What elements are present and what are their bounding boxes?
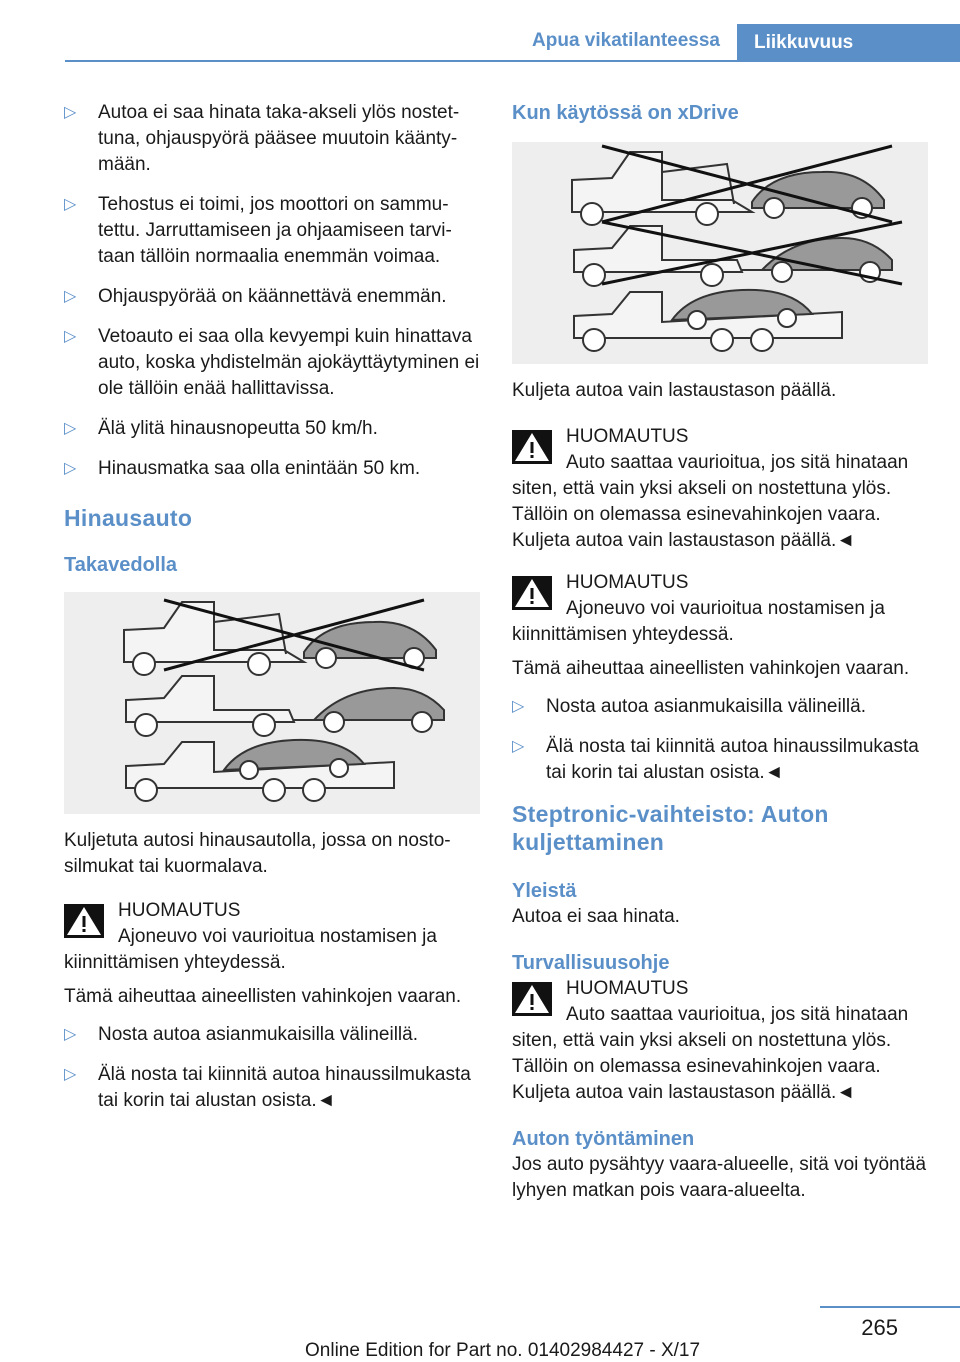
triangle-bullet-icon: ▷ xyxy=(64,420,77,437)
subheading-general: Yleistä xyxy=(512,880,577,902)
general-text: Autoa ei saa hinata. xyxy=(512,906,680,927)
warning-icon xyxy=(512,982,552,1016)
subheading-pushing: Auton työntäminen xyxy=(512,1128,695,1150)
warning-title: HUOMAUTUS xyxy=(566,572,689,593)
warning-text: Auto saattaa vaurioitua, jos sitä hinataan siten, että vain yksi akseli on nostettuna ylös. Tällöin on olemassa esinevahinkojen vaara. Kuljeta autoa vain lastaustason päällä.◄ xyxy=(512,452,909,551)
push-text: Jos auto pysähtyy vaara-alueelle, sitä voi työntää lyhyen matkan pois vaara-alueelta. xyxy=(512,1154,927,1201)
right-column xyxy=(512,100,930,1204)
subheading-xdrive: Kun käytössä on xDrive xyxy=(512,102,739,124)
xdrive-caption: Kuljeta autoa vain lastaustason päällä. xyxy=(512,380,837,401)
triangle-bullet-icon: ▷ xyxy=(64,288,77,305)
warning-box xyxy=(512,976,930,1106)
triangle-bullet-icon: ▷ xyxy=(512,738,525,755)
list-item: ▷ Nosta autoa asianmukaisilla välineillä. xyxy=(512,694,930,720)
warning-box xyxy=(64,898,482,1010)
list-item: ▷ Vetoauto ei saa olla kevyempi kuin hinattava auto, koska yhdistelmän ajokäyttäytyminen ei ole tällöin enää hallittavissa. xyxy=(64,326,480,399)
subheading-rear-wheel-drive: Takavedolla xyxy=(64,554,178,576)
subheading-safety: Turvallisuusohje xyxy=(512,952,670,974)
warning-bullets xyxy=(512,694,930,786)
warning-text: Ajoneuvo voi vaurioitua nostamisen ja kiinnittämisen yhteydessä. xyxy=(512,598,885,645)
section-heading-steptronic: Steptronic-vaihteisto: Auton kuljettaminen xyxy=(512,801,829,855)
list-item: ▷ Nosta autoa asianmukaisilla välineillä. xyxy=(64,1022,482,1048)
xdrive-tow-drawing xyxy=(512,142,928,364)
list-item: ▷ Älä nosta tai kiinnitä autoa hinaussilmukasta tai korin tai alustan osista.◄ xyxy=(512,736,919,783)
xdrive-tow-illustration xyxy=(512,142,928,364)
list-item: ▷ Ohjauspyörää on käännettävä enemmän. xyxy=(64,284,482,310)
warning-title: HUOMAUTUS xyxy=(566,426,689,447)
triangle-bullet-icon: ▷ xyxy=(64,460,77,477)
left-column xyxy=(64,100,482,1128)
header-rule xyxy=(65,60,960,62)
warning-text: Auto saattaa vaurioitua, jos sitä hinataan siten, että vain yksi akseli on nostettuna ylös. Tällöin on olemassa esinevahinkojen vaara. Kuljeta autoa vain lastaustason päällä.◄ xyxy=(512,1004,909,1103)
footer-rule xyxy=(820,1306,960,1308)
triangle-bullet-icon: ▷ xyxy=(64,328,77,345)
triangle-bullet-icon: ▷ xyxy=(64,1026,77,1043)
warning-title: HUOMAUTUS xyxy=(566,978,689,999)
warning-extra: Tämä aiheuttaa aineellisten vahinkojen vaaran. xyxy=(64,986,462,1007)
tow-truck-illustration xyxy=(64,592,480,814)
list-item: ▷ Tehostus ei toimi, jos moottori on sammutettu. Jarruttamiseen ja ohjaamiseen tarvitaan tällöin normaalia enemmän voimaa. xyxy=(64,194,452,267)
warning-icon xyxy=(64,904,104,938)
footer-edition: Online Edition for Part no. 01402984427 - X/17 xyxy=(305,1340,701,1361)
warning-bullets xyxy=(64,1022,482,1114)
warning-icon xyxy=(512,576,552,610)
triangle-bullet-icon: ▷ xyxy=(64,104,77,121)
header-chapter-tab: Liikkuvuus xyxy=(737,24,960,62)
warning-title: HUOMAUTUS xyxy=(118,900,241,921)
page-number: 265 xyxy=(861,1315,898,1340)
list-item: ▷ Hinausmatka saa olla enintään 50 km. xyxy=(64,456,482,482)
warning-box xyxy=(512,570,930,682)
warning-text: Ajoneuvo voi vaurioitua nostamisen ja kiinnittämisen yhteydessä. xyxy=(64,926,437,973)
list-item: ▷ Autoa ei saa hinata taka-akseli ylös nostettuna, ohjauspyörä pääsee muutoin kääntymään. xyxy=(64,102,460,175)
triangle-bullet-icon: ▷ xyxy=(512,698,525,715)
page-header xyxy=(0,0,960,62)
warning-box xyxy=(512,424,930,554)
section-heading-tow-truck: Hinausauto xyxy=(64,505,193,531)
warning-extra: Tämä aiheuttaa aineellisten vahinkojen vaaran. xyxy=(512,658,910,679)
list-item: ▷ Älä ylitä hinausnopeutta 50 km/h. xyxy=(64,416,482,442)
triangle-bullet-icon: ▷ xyxy=(64,196,77,213)
tow-truck-caption: Kuljetuta autosi hinausautolla, jossa on nostosilmukat tai kuormalava. xyxy=(64,830,451,877)
list-item: ▷ Älä nosta tai kiinnitä autoa hinaussilmukasta tai korin tai alustan osista.◄ xyxy=(64,1064,471,1111)
tow-truck-drawing xyxy=(64,592,480,814)
triangle-bullet-icon: ▷ xyxy=(64,1066,77,1083)
warning-icon xyxy=(512,430,552,464)
towing-rules-list xyxy=(64,100,482,482)
header-section-title: Apua vikatilanteessa xyxy=(532,30,720,51)
